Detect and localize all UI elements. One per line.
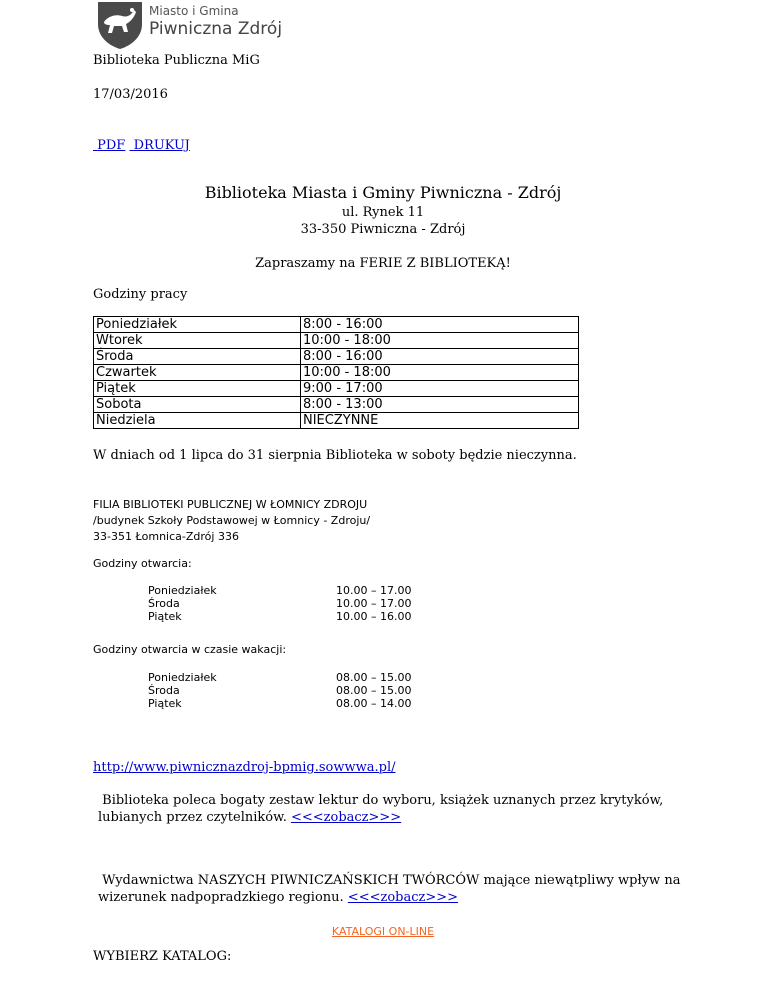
branch-time: 08.00 – 15.00 bbox=[336, 684, 412, 697]
branch-day: Środa bbox=[148, 684, 180, 697]
print-link[interactable]: DRUKUJ bbox=[133, 138, 190, 153]
page-title: Biblioteka Miasta i Gminy Piwniczna - Zdrój bbox=[204, 183, 562, 202]
hours-time: NIECZYNNE bbox=[301, 413, 579, 429]
summer-note: W dniach od 1 lipca do 31 sierpnia Biblioteka w soboty będzie nieczynna. bbox=[93, 448, 577, 463]
catalog-url-link[interactable]: http://www.piwnicznazdroj-bpmig.sowwwa.pl/ bbox=[93, 760, 396, 775]
branch-day: Poniedziałek bbox=[148, 584, 217, 597]
address-line-2: 33-350 Piwniczna - Zdrój bbox=[300, 222, 466, 237]
recommend-link[interactable]: <<<zobacz>>> bbox=[290, 810, 402, 825]
hours-row bbox=[94, 349, 579, 365]
hours-day: Poniedziałek bbox=[94, 317, 301, 333]
branch-open-hours bbox=[148, 584, 456, 623]
vacation-label: Godziny otwarcia w czasie wakacji: bbox=[93, 643, 287, 656]
hours-day: Sobota bbox=[94, 397, 301, 413]
branch-vacation-hours bbox=[148, 671, 456, 710]
branch-address bbox=[93, 497, 370, 545]
logo-line-1: Miasto i Gmina bbox=[149, 4, 239, 18]
catalogs-link[interactable]: KATALOGI ON-LINE bbox=[331, 925, 435, 938]
choose-catalog-label: WYBIERZ KATALOG: bbox=[93, 949, 232, 964]
pdf-link[interactable]: PDF bbox=[97, 138, 126, 153]
logo-line-2: Piwniczna Zdrój bbox=[149, 19, 283, 39]
hours-row bbox=[94, 397, 579, 413]
hours-day: Wtorek bbox=[94, 333, 301, 349]
branch-time: 10.00 – 17.00 bbox=[336, 597, 412, 610]
invitation-text: Zapraszamy na FERIE Z BIBLIOTEKĄ! bbox=[255, 256, 511, 271]
hours-row bbox=[94, 317, 579, 333]
hours-time: 10:00 - 18:00 bbox=[301, 333, 579, 349]
branch-open-label: Godziny otwarcia: bbox=[93, 557, 192, 570]
library-name: Biblioteka Publiczna MiG bbox=[93, 53, 260, 68]
hours-row bbox=[94, 333, 579, 349]
recommend-block bbox=[98, 792, 678, 826]
authors-text: Wydawnictwa NASZYCH PIWNICZAŃSKICH TWÓRCÓW mające niewątpliwy wpływ na wizerunek nadpopradzkiego regionu. bbox=[98, 873, 681, 905]
hours-time: 8:00 - 16:00 bbox=[301, 317, 579, 333]
address-line-1: ul. Rynek 11 bbox=[341, 205, 425, 220]
branch-time: 10.00 – 17.00 bbox=[336, 584, 412, 597]
branch-time: 08.00 – 14.00 bbox=[336, 697, 412, 710]
hours-label: Godziny pracy bbox=[93, 287, 188, 302]
branch-day: Piątek bbox=[148, 610, 182, 623]
hours-time: 10:00 - 18:00 bbox=[301, 365, 579, 381]
hours-table bbox=[93, 316, 579, 429]
authors-block bbox=[98, 872, 683, 906]
hours-day: Niedziela bbox=[94, 413, 301, 429]
branch-line-3: 33-351 Łomnica-Zdrój 336 bbox=[93, 530, 239, 543]
action-links bbox=[93, 138, 190, 153]
branch-day: Poniedziałek bbox=[148, 671, 217, 684]
hours-row bbox=[94, 413, 579, 429]
branch-line-1: FILIA BIBLIOTEKI PUBLICZNEJ W ŁOMNICY ZDROJU bbox=[93, 498, 368, 511]
hours-row bbox=[94, 365, 579, 381]
coat-of-arms-icon bbox=[94, 0, 146, 50]
hours-time: 8:00 - 16:00 bbox=[301, 349, 579, 365]
hours-day: Piątek bbox=[94, 381, 301, 397]
hours-day: Czwartek bbox=[94, 365, 301, 381]
authors-link[interactable]: <<<zobacz>>> bbox=[347, 890, 459, 905]
hours-time: 9:00 - 17:00 bbox=[301, 381, 579, 397]
branch-time: 10.00 – 16.00 bbox=[336, 610, 412, 623]
catalogs-wrapper bbox=[93, 920, 673, 939]
branch-day: Środa bbox=[148, 597, 180, 610]
document-date: 17/03/2016 bbox=[93, 87, 168, 102]
hours-time: 8:00 - 13:00 bbox=[301, 397, 579, 413]
branch-line-2: /budynek Szkoły Podstawowej w Łomnicy - Zdroju/ bbox=[93, 514, 371, 527]
hours-day: Środa bbox=[94, 349, 301, 365]
hours-row bbox=[94, 381, 579, 397]
branch-day: Piątek bbox=[148, 697, 182, 710]
recommend-text: Biblioteka poleca bogaty zestaw lektur do wyboru, książek uznanych przez krytyków, lubianych przez czytelników. bbox=[98, 793, 664, 825]
branch-time: 08.00 – 15.00 bbox=[336, 671, 412, 684]
